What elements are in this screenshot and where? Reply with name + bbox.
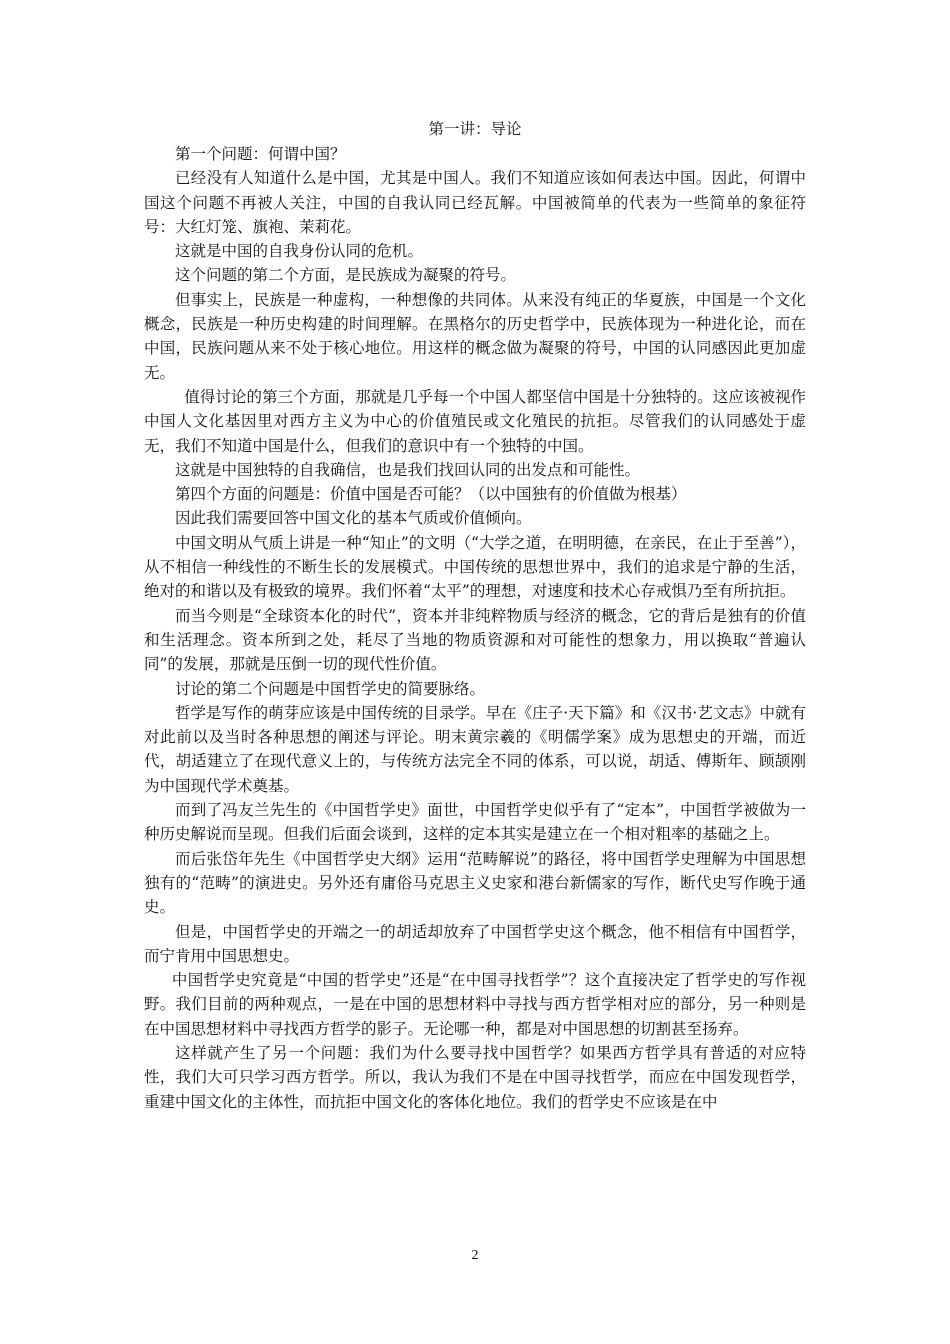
paragraph-4: 这个问题的第二个方面，是民族成为凝聚的符号。 bbox=[175, 266, 517, 285]
paragraph-9: 因此我们需要回答中国文化的基本气质或价值倾向。 bbox=[175, 509, 532, 528]
paragraph-11: 而当今则是“全球资本化的时代”，资本并非纯粹物质与经济的概念，它的背后是独有的价值和生活理念。资本所到之处，耗尽了当地的物质资源和对可能性的想象力，用以换取“普遍认同”的发展，那就是压倒一切的现代性价值。 bbox=[144, 606, 806, 674]
paragraph-1: 第一个问题：何谓中国？ bbox=[175, 145, 346, 163]
paragraph-7: 这就是中国独特的自我确信，也是我们找回认同的出发点和可能性。 bbox=[175, 460, 641, 479]
document-body bbox=[144, 116, 806, 1114]
paragraph-3: 这就是中国的自我身份认同的危机。 bbox=[175, 242, 424, 261]
paragraph-12: 讨论的第二个问题是中国哲学史的简要脉络。 bbox=[175, 679, 486, 698]
lecture-title: 第一讲：导论 bbox=[428, 120, 522, 138]
page-number: 2 bbox=[471, 1248, 479, 1263]
paragraph-16: 但是，中国哲学史的开端之一的胡适却放弃了中国哲学史这个概念，他不相信有中国哲学，而宁肯用中国思想史。 bbox=[144, 922, 806, 965]
paragraph-10: 中国文明从气质上讲是一种“知止”的文明（“大学之道，在明明德，在亲民，在止于至善”），从不相信一种线性的不断生长的发展模式。中国传统的思想世界中，我们的追求是宁静的生活，绝对的和谐以及有极致的境界。我们怀着“太平”的理想，对速度和技术心存戒惧乃至有所抗拒。 bbox=[144, 533, 806, 601]
paragraph-15: 而后张岱年先生《中国哲学史大纲》运用“范畴解说”的路径，将中国哲学史理解为中国思想独有的“范畴”的演进史。另外还有庸俗马克思主义史家和港台新儒家的写作，断代史写作晚于通史。 bbox=[144, 849, 806, 917]
paragraph-13: 哲学是写作的萌芽应该是中国传统的目录学。早在《庄子·天下篇》和《汉书·艺文志》中就有对此前以及当时各种思想的阐述与评论。明末黄宗羲的《明儒学案》成为思想史的开端，而近代，胡适建立了在现代意义上的，与传统方法完全不同的体系，可以说，胡适、傅斯年、顾颉刚为中国现代学术奠基。 bbox=[144, 703, 806, 795]
paragraph-18: 这样就产生了另一个问题：我们为什么要寻找中国哲学？如果西方哲学具有普适的对应特性，我们大可只学习西方哲学。所以，我认为我们不是在中国寻找哲学，而应在中国发现哲学，重建中国文化的主体性，而抗拒中国文化的客体化地位。我们的哲学史不应该是在中 bbox=[144, 1043, 806, 1111]
paragraph-5: 但事实上，民族是一种虚构，一种想像的共同体。从来没有纯正的华夏族，中国是一个文化概念，民族是一种历史构建的时间理解。在黑格尔的历史哲学中，民族体现为一种进化论，而在中国，民族问题从来不处于核心地位。用这样的概念做为凝聚的符号，中国的认同感因此更加虚无。 bbox=[144, 290, 806, 382]
paragraph-6: 值得讨论的第三个方面，那就是几乎每一个中国人都坚信中国是十分独特的。这应该被视作中国人文化基因里对西方主义为中心的价值殖民或文化殖民的抗拒。尽管我们的认同感处于虚无，我们不知道中国是什么，但我们的意识中有一个独特的中国。 bbox=[144, 387, 806, 455]
paragraph-17: 中国哲学史究竟是“中国的哲学史”还是“在中国寻找哲学”？这个直接决定了哲学史的写作视野。我们目前的两种观点，一是在中国的思想材料中寻找与西方哲学相对应的部分，另一种则是在中国思想材料中寻找西方哲学的影子。无论哪一种，都是对中国思想的切割甚至扬弃。 bbox=[144, 971, 806, 1038]
paragraph-14: 而到了冯友兰先生的《中国哲学史》面世，中国哲学史似乎有了“定本”，中国哲学被做为一种历史解说而呈现。但我们后面会谈到，这样的定本其实是建立在一个相对粗率的基础之上。 bbox=[144, 801, 806, 844]
paragraph-8: 第四个方面的问题是：价值中国是否可能？（以中国独有的价值做为根基） bbox=[175, 485, 687, 504]
paragraph-2: 已经没有人知道什么是中国，尤其是中国人。我们不知道应该如何表达中国。因此，何谓中国这个问题不再被人关注，中国的自我认同已经瓦解。中国被简单的代表为一些简单的象征符号：大红灯笼、旗袍、茉莉花。 bbox=[144, 169, 806, 236]
